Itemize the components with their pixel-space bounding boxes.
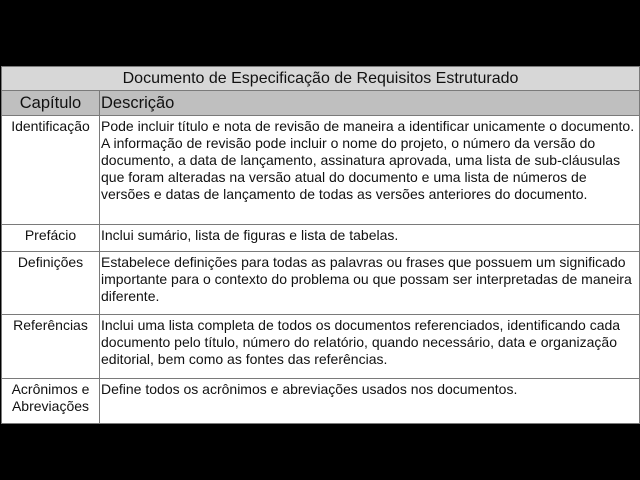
table-row — [2, 116, 640, 225]
table-row — [2, 379, 640, 424]
chapter-cell: Identificação — [2, 116, 100, 225]
table-row — [2, 315, 640, 379]
chapter-cell: Acrônimos e Abreviações — [2, 379, 100, 424]
table-title: Documento de Especificação de Requisitos Estruturado — [2, 67, 640, 91]
chapter-cell: Referências — [2, 315, 100, 379]
description-cell: Estabelece definições para todas as palavras ou frases que possuem um significado importante para o contexto do problema ou que possam ser interpretadas de maneira diferente. — [100, 252, 640, 315]
description-cell: Inclui sumário, lista de figuras e lista de tabelas. — [100, 225, 640, 252]
table-row — [2, 225, 640, 252]
table-title-row — [2, 67, 640, 91]
table-row — [2, 252, 640, 315]
description-cell: Inclui uma lista completa de todos os documentos referenciados, identificando cada documento pelo título, número do relatório, quando necessário, data e organização editorial, bem como as fontes das referências. — [100, 315, 640, 379]
description-cell: Pode incluir título e nota de revisão de maneira a identificar unicamente o documento. A informação de revisão pode incluir o nome do projeto, o número da versão do documento, a data de lançamento, assinatura aprovada, uma lista de sub-cláusulas que foram alteradas na versão atual do documento e uma lista de números de versões e datas de lançamento de todas as versões anteriores do documento. — [100, 116, 640, 225]
requirements-table — [1, 66, 640, 424]
description-cell: Define todos os acrônimos e abreviações usados nos documentos. — [100, 379, 640, 424]
table-header-row — [2, 91, 640, 116]
chapter-cell: Definições — [2, 252, 100, 315]
chapter-cell: Prefácio — [2, 225, 100, 252]
header-chapter: Capítulo — [2, 91, 100, 116]
header-description: Descrição — [100, 91, 640, 116]
